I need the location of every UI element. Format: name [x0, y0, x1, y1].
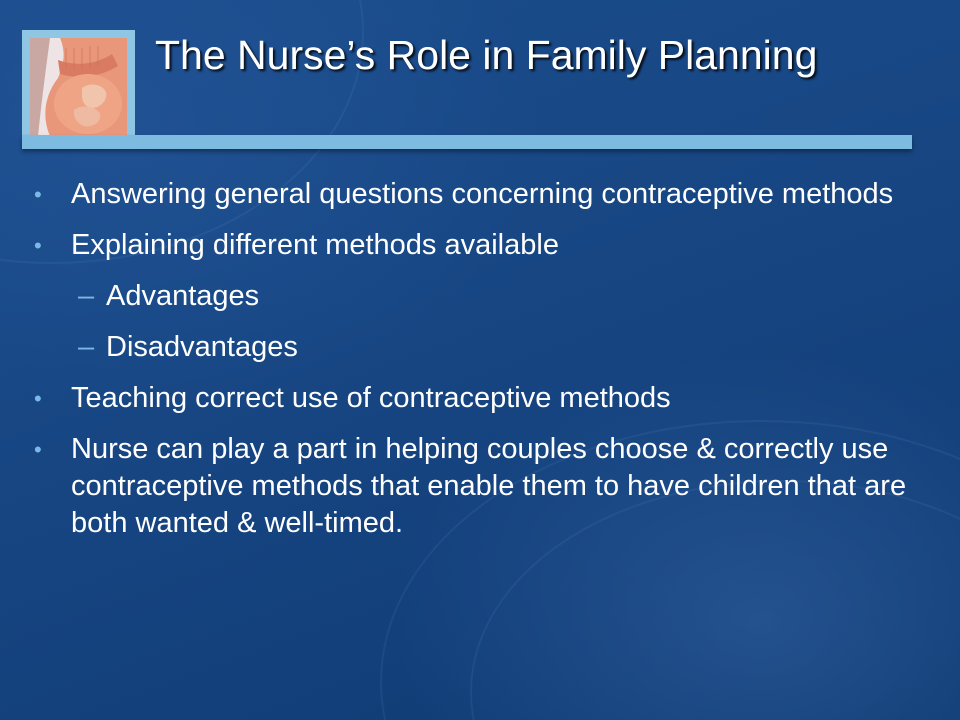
list-item	[34, 431, 914, 542]
list-item	[34, 227, 914, 264]
bullet-icon: •	[34, 437, 42, 462]
bullet-text: Teaching correct use of contraceptive methods	[71, 382, 671, 414]
bullet-icon: •	[34, 386, 42, 411]
bullet-icon: •	[34, 233, 42, 258]
pregnant-woman-photo-icon	[30, 38, 127, 136]
slide-title: The Nurse’s Role in Family Planning	[155, 32, 818, 78]
dash-icon: –	[78, 331, 95, 363]
list-item	[34, 278, 914, 315]
bullet-text: Explaining different methods available	[71, 229, 559, 261]
list-item	[34, 329, 914, 366]
bullet-list	[34, 176, 914, 542]
list-item	[34, 176, 914, 213]
bullet-text: Disadvantages	[106, 331, 298, 363]
bullet-text: Advantages	[106, 280, 260, 312]
title-bar	[22, 135, 912, 149]
bullet-icon: •	[34, 182, 42, 207]
list-item	[34, 380, 914, 417]
dash-icon: –	[78, 280, 95, 312]
bullet-text: Nurse can play a part in helping couples choose & correctly use contraceptive methods that enable them to have children that are both wanted & well-timed.	[71, 433, 907, 539]
bullet-text: Answering general questions concerning contraceptive methods	[71, 178, 894, 210]
